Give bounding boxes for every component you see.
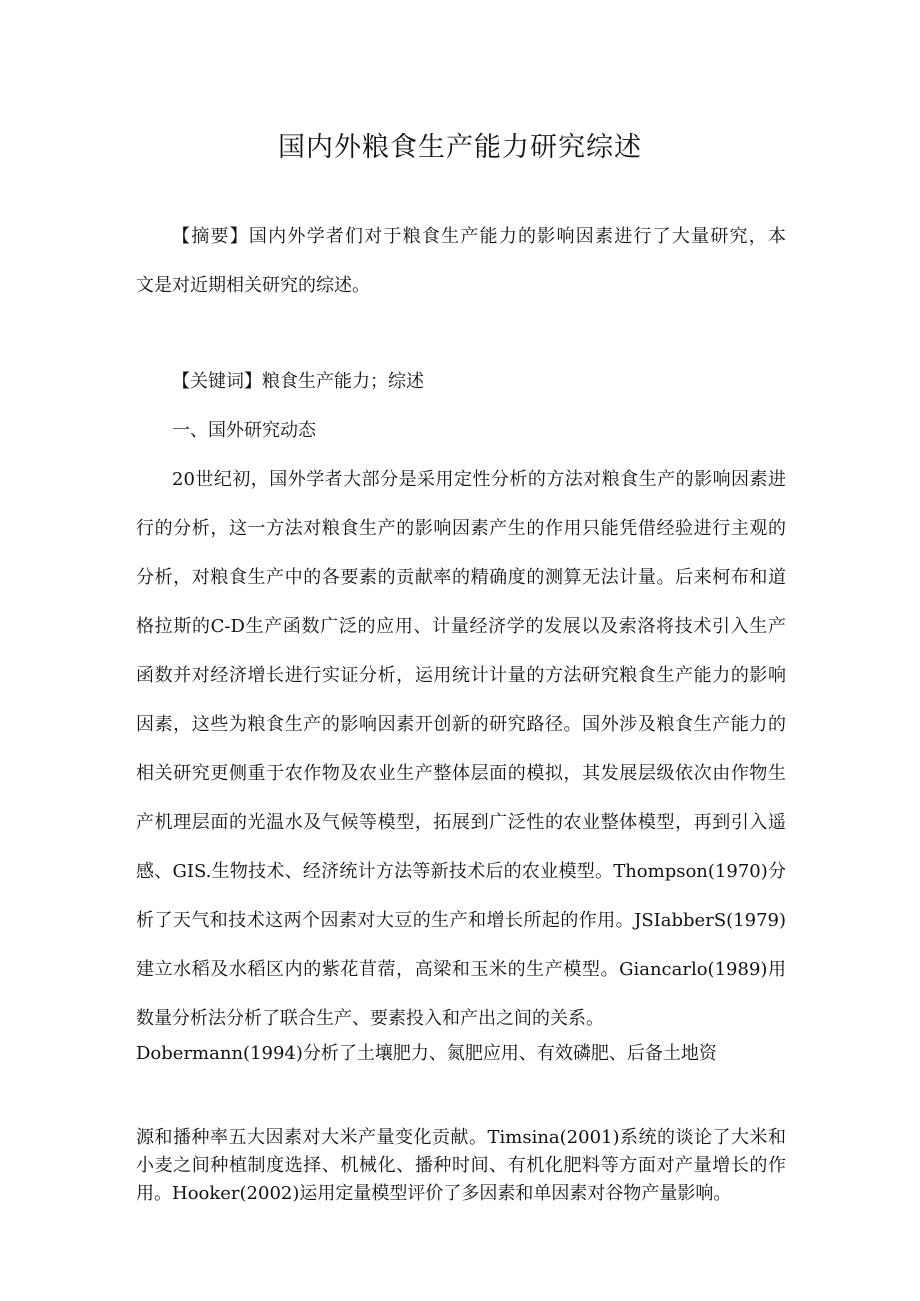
paragraph-line: Dobermann(1994)分析了土壤肥力、氮肥应用、有效磷肥、后备土地资 [136,1043,717,1064]
paragraph-line: 分析，对粮食生产中的各要素的贡献率的精确度的测算无法计量。后来柯布和道 [136,567,786,588]
keywords [136,357,786,406]
paragraph-line: 析了天气和技术这两个因素对大豆的生产和增长所起的作用。JSIabberS(1979) [136,910,786,931]
abstract [136,212,786,310]
paragraph-line: 数量分析法分析了联合生产、要素投入和产出之间的关系。 [136,1008,604,1029]
document-title: 国内外粮食生产能力研究综述 [278,132,642,163]
section-heading-line: 一、国外研究动态 [172,420,316,441]
paragraph-line: 小麦之间种植制度选择、机械化、播种时间、有机化肥料等方面对产量增长的作 [136,1155,786,1176]
paragraph-line: 源和播种率五大因素对大米产量变化贡献。Timsina(2001)系统的谈论了大米和 [136,1127,786,1148]
paragraph-line: 相关研究更侧重于农作物及农业生产整体层面的模拟，其发展层级依次由作物生 [136,763,786,784]
keywords-line: 【关键词】粮食生产能力；综述 [172,371,424,392]
abstract-line-2: 文是对近期相关研究的综述。 [136,275,370,296]
abstract-line-1: 【摘要】国内外学者们对于粮食生产能力的影响因素进行了大量研究，本 [172,226,786,247]
paragraph-line: 用。Hooker(2002)运用定量模型评价了多因素和单因素对谷物产量影响。 [136,1183,732,1204]
section-heading [136,406,786,455]
paragraph-2 [136,1029,786,1078]
paragraph-line: 行的分析，这一方法对粮食生产的影响因素产生的作用只能凭借经验进行主观的 [136,518,786,539]
paragraph-1 [136,455,786,1043]
paragraph-line: 20世纪初，国外学者大部分是采用定性分析的方法对粮食生产的影响因素进 [172,469,786,490]
paragraph-line: 感、GIS.生物技术、经济统计方法等新技术后的农业模型。Thompson(1970)分 [136,861,786,882]
paragraph-line: 建立水稻及水稻区内的紫花苜蓿，高梁和玉米的生产模型。Giancarlo(1989)用 [136,959,786,980]
paragraph-line: 函数并对经济增长进行实证分析，运用统计计量的方法研究粮食生产能力的影响 [136,665,786,686]
paragraph-line: 因素，这些为粮食生产的影响因素开创新的研究路径。国外涉及粮食生产能力的 [136,714,786,735]
paragraph-line: 格拉斯的C-D生产函数广泛的应用、计量经济学的发展以及索洛将技术引入生产 [136,616,786,637]
paragraph-3 [136,1124,786,1208]
paragraph-line: 产机理层面的光温水及气候等模型，拓展到广泛性的农业整体模型，再到引入遥 [136,812,786,833]
